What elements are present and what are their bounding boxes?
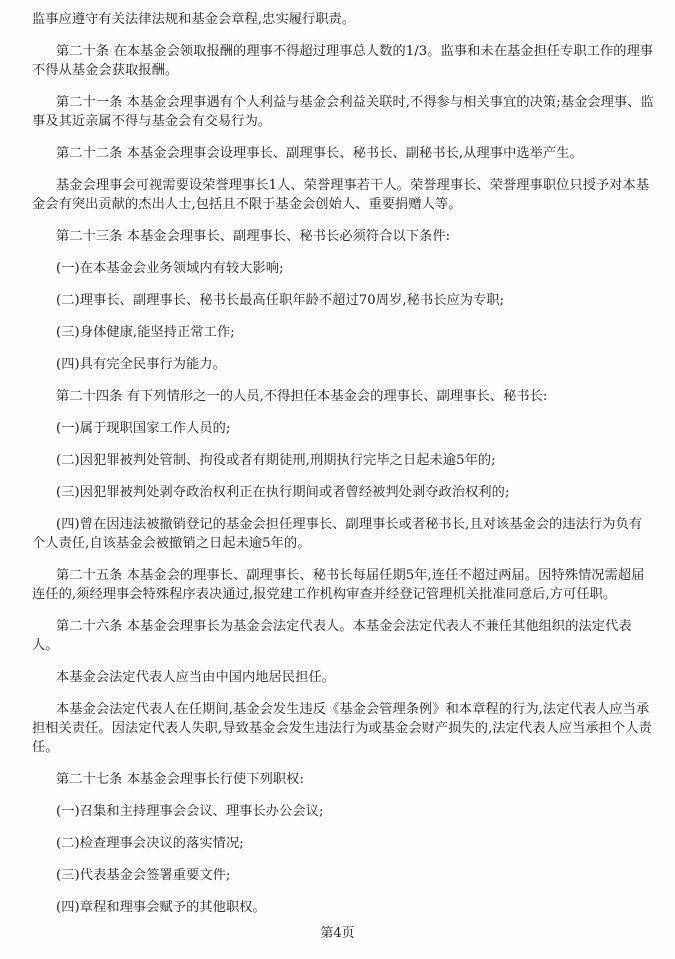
page-number: 第4页: [320, 926, 355, 941]
list-item: (三)身体健康,能坚持正常工作;: [56, 325, 235, 340]
list-item: (一)属于现职国家工作人员的;: [56, 421, 231, 436]
article-22-paragraph: 第二十二条 本基金会理事会设理事长、副理事长、秘书长、副秘书长,从理事中选举产生。: [56, 146, 583, 161]
article-20-paragraph: 第二十条 在本基金会领取报酬的理事不得超过理事总人数的1/3。监事和未在基金担任专职工作的理事不得从基金会获取报酬。: [32, 44, 654, 78]
list-item: (一)召集和主持理事会会议、理事长办公会议;: [56, 804, 324, 819]
list-item: (四)章程和理事会赋予的其他职权。: [56, 900, 266, 915]
list-item: (三)因犯罪被判处剥夺政治权利正在执行期间或者曾经被判处剥夺政治权利的;: [56, 485, 510, 500]
document-body: [32, 10, 654, 930]
article-27-paragraph: 第二十七条 本基金会理事长行使下列职权:: [56, 772, 305, 787]
paragraph: 基金会理事会可视需要设荣誉理事长1人、荣誉理事若干人。荣誉理事长、荣誉理事职位只授予对本基金会有突出贡献的杰出人士,包括且不限于基金会创始人、重要捐赠人等。: [32, 178, 650, 212]
list-item: (三)代表基金会签署重要文件;: [56, 868, 231, 883]
list-item: (二)理事长、副理事长、秘书长最高任职年龄不超过70周岁,秘书长应为专职;: [56, 293, 505, 308]
article-26-paragraph: 第二十六条 本基金会理事长为基金会法定代表人。本基金会法定代表人不兼任其他组织的法定代表人。: [32, 619, 632, 653]
article-24-paragraph: 第二十四条 有下列情形之一的人员,不得担任本基金会的理事长、副理事长、秘书长:: [56, 389, 548, 404]
paragraph: 本基金会法定代表人应当由中国内地居民担任。: [56, 670, 336, 685]
list-item: (二)因犯罪被判处管制、拘役或者有期徒刑,刑期执行完毕之日起未逾5年的;: [56, 453, 496, 468]
paragraph: 本基金会法定代表人在任期间,基金会发生违反《基金会管理条例》和本章程的行为,法定代表人应当承担相关责任。因法定代表人失职,导致基金会发生违法行为或基金会财产损失的,法定代表人应当承担个人责任。: [32, 702, 652, 755]
list-item: (四)具有完全民事行为能力。: [56, 357, 226, 372]
list-item: (一)在本基金会业务领域内有较大影响;: [56, 261, 284, 276]
article-21-paragraph: 第二十一条 本基金会理事遇有个人利益与基金会利益关联时,不得参与相关事宜的决策;基金会理事、监事及其近亲属不得与基金会有交易行为。: [32, 95, 654, 129]
paragraph: 监事应遵守有关法律法规和基金会章程,忠实履行职责。: [32, 12, 356, 27]
list-item: (四)曾在因违法被撤销登记的基金会担任理事长、副理事长或者秘书长,且对该基金会的违法行为负有个人责任,自该基金会被撤销之日起未逾5年的。: [32, 517, 643, 551]
list-item: (二)检查理事会决议的落实情况;: [56, 836, 244, 851]
article-23-paragraph: 第二十三条 本基金会理事长、副理事长、秘书长必须符合以下条件:: [56, 229, 451, 244]
article-25-paragraph: 第二十五条 本基金会的理事长、副理事长、秘书长每届任期5年,连任不超过两届。因特殊情况需超届连任的,须经理事会特殊程序表决通过,报党建工作机构审查并经登记管理机关批准同意后,方可任职。: [32, 568, 645, 602]
